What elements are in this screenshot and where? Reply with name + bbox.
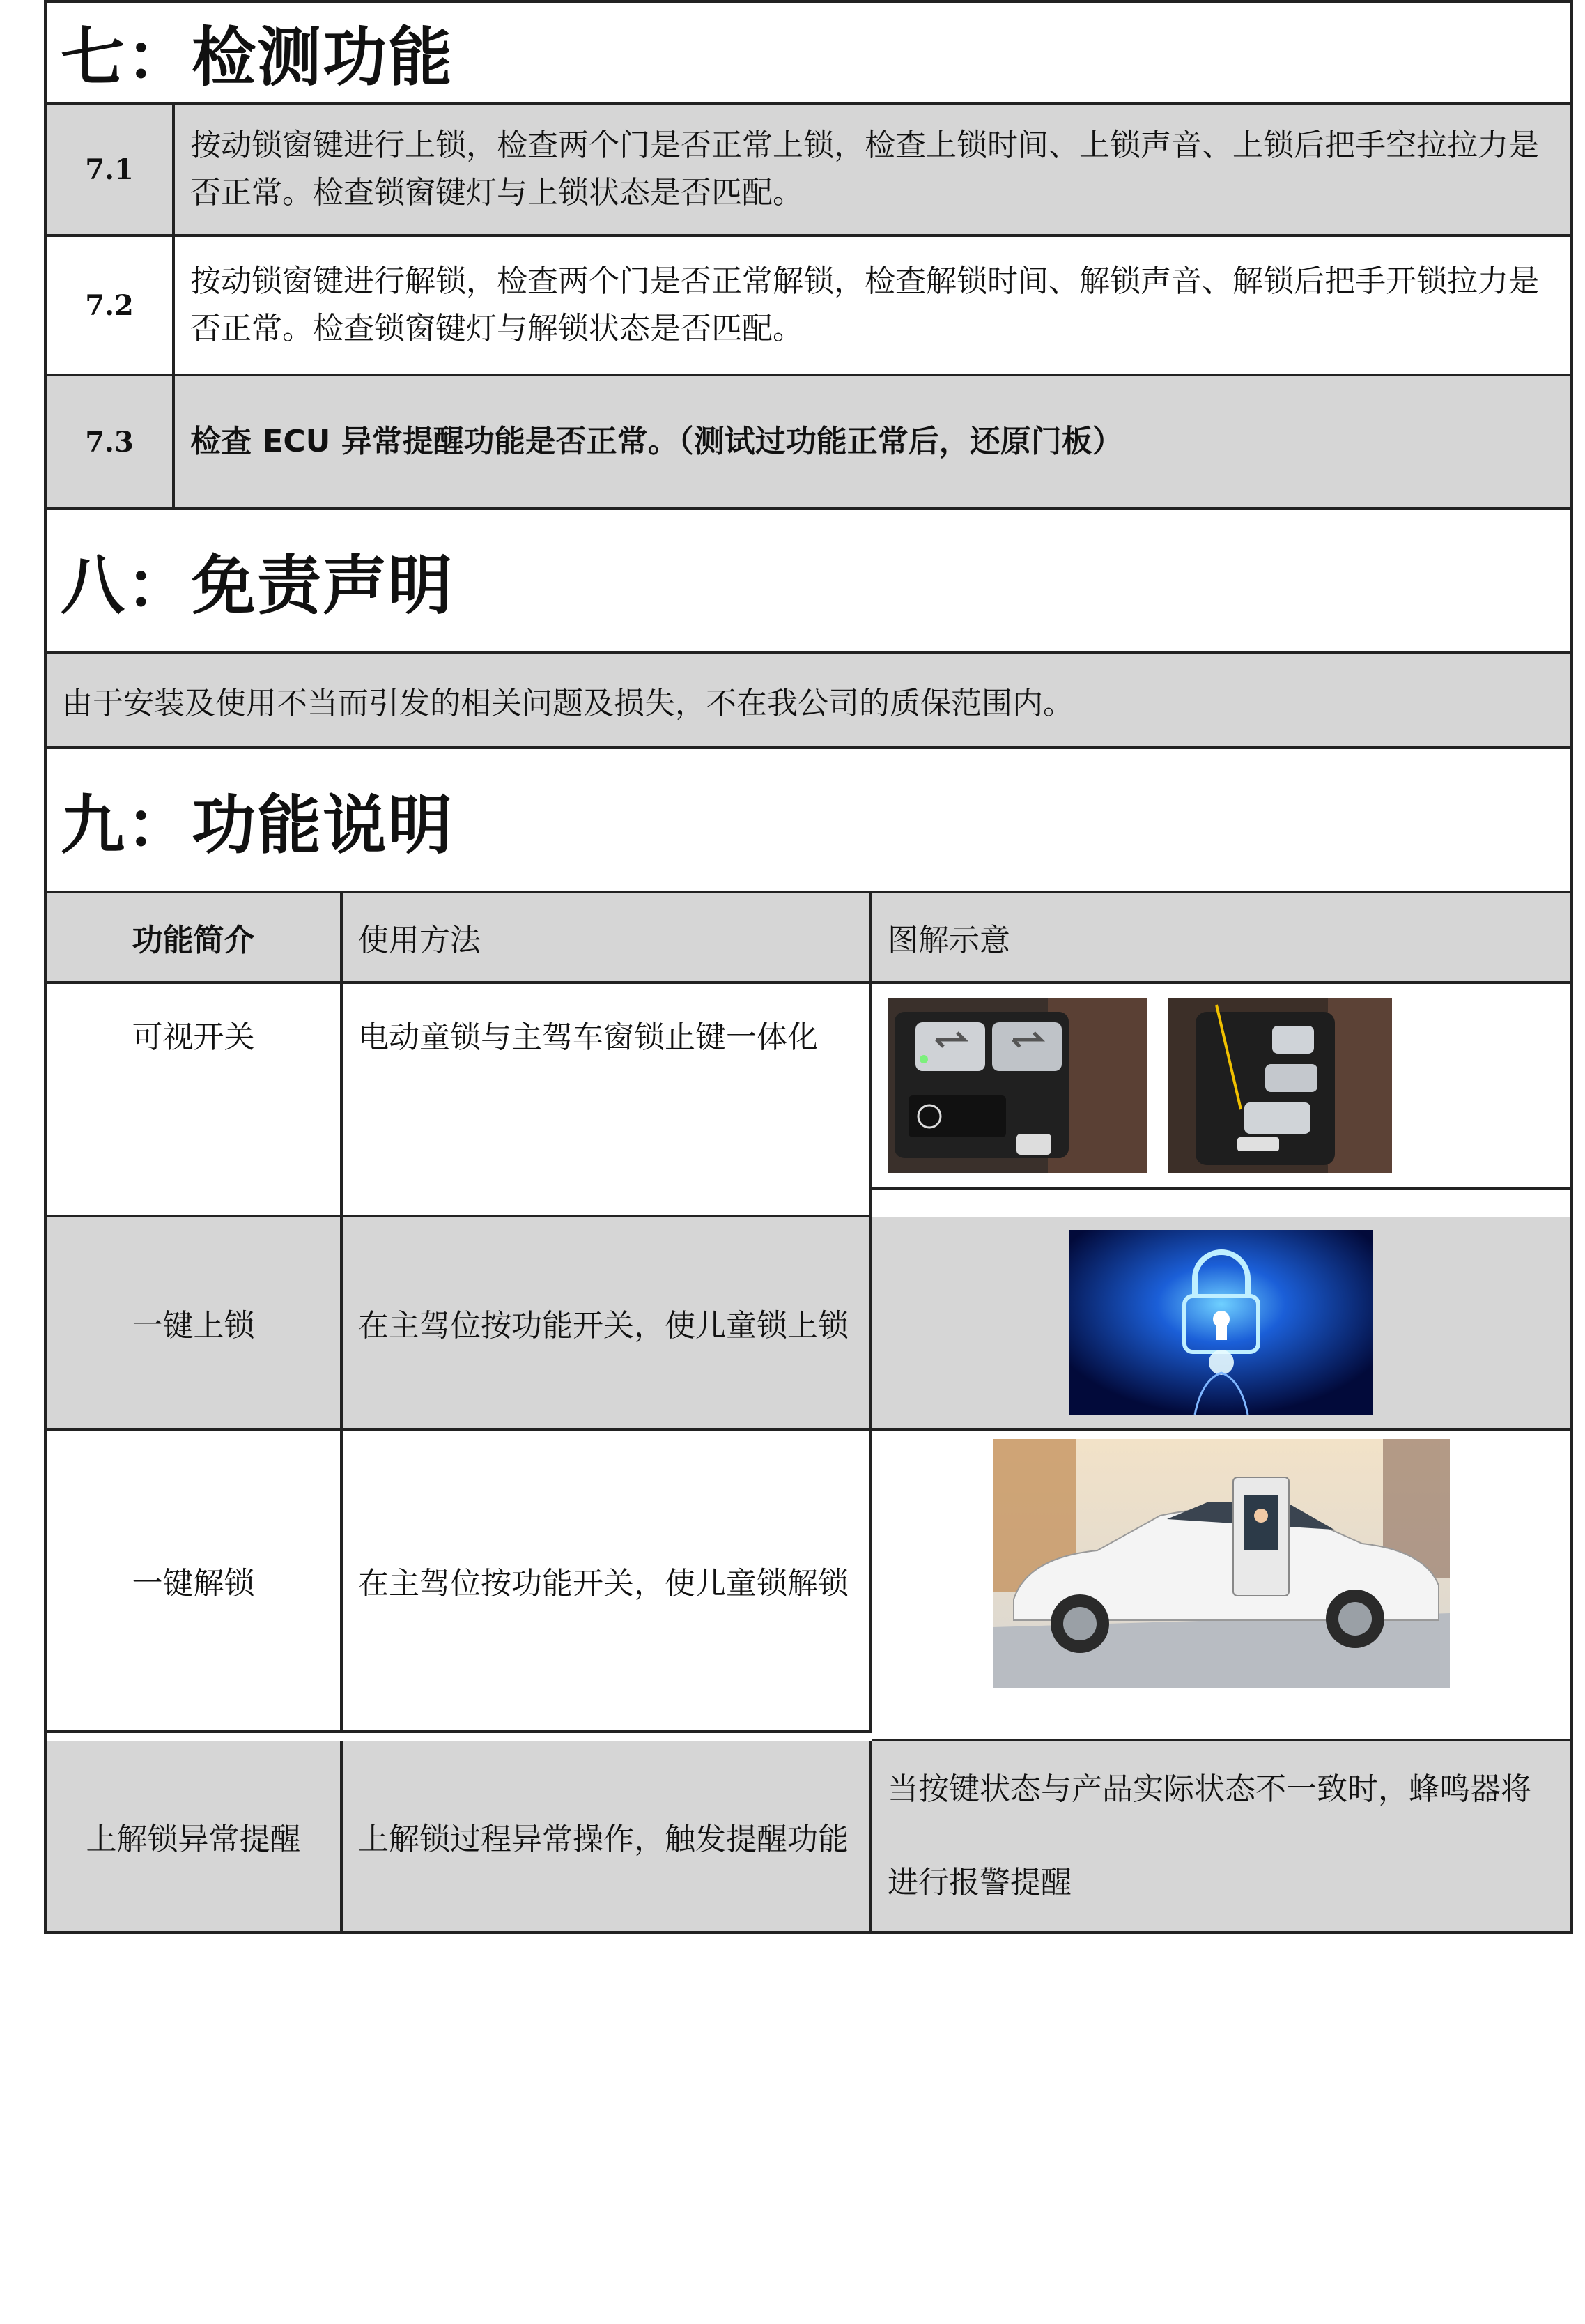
method-text: 上解锁过程异常操作，触发提醒功能 [343, 1741, 872, 1934]
illustration-car [872, 1431, 1570, 1741]
check-number: 7.2 [47, 237, 175, 374]
header-illustration: 图解示意 [872, 893, 1570, 984]
illustration-switch-photos [872, 984, 1570, 1190]
check-number: 7.1 [47, 105, 175, 234]
feature-abnormal-alert: 上解锁异常提醒 [47, 1741, 343, 1934]
header-method: 使用方法 [343, 893, 872, 984]
header-feature: 功能简介 [47, 893, 343, 984]
function-table [47, 893, 1570, 1934]
method-text: 在主驾位按功能开关，使儿童锁上锁 [343, 1217, 872, 1431]
check-text: 检查 ECU 异常提醒功能是否正常。（测试过功能正常后，还原门板） [190, 424, 1123, 459]
check-text: 按动锁窗键进行上锁，检查两个门是否正常上锁，检查上锁时间、上锁声音、上锁后把手空拉拉力是否正常。检查锁窗键灯与上锁状态是否匹配。 [190, 128, 1539, 210]
illustration-lock [872, 1217, 1570, 1431]
section-7-title: 七：检测功能 [47, 0, 1570, 105]
feature-visible-switch: 可视开关 [47, 984, 343, 1217]
alert-description: 当按键状态与产品实际状态不一致时，蜂鸣器将进行报警提醒 [872, 1741, 1570, 1934]
check-row-7-1 [47, 105, 1570, 237]
section-9-title: 九：功能说明 [47, 749, 1570, 893]
check-row-7-2 [47, 237, 1570, 376]
method-text: 电动童锁与主驾车窗锁止键一体化 [343, 984, 872, 1217]
check-text: 按动锁窗键进行解锁，检查两个门是否正常解锁，检查解锁时间、解锁声音、解锁后把手开锁拉力是否正常。检查锁窗键灯与解锁状态是否匹配。 [190, 263, 1539, 346]
feature-one-key-unlock: 一键解锁 [47, 1431, 343, 1733]
door-switch-photo-2 [1168, 998, 1392, 1173]
disclaimer-text: 由于安装及使用不当而引发的相关问题及损失，不在我公司的质保范围内。 [47, 654, 1570, 749]
section-8-title: 八：免责声明 [47, 510, 1570, 654]
feature-one-key-lock: 一键上锁 [47, 1217, 343, 1431]
document-frame [44, 0, 1573, 1934]
car-open-door-image [993, 1439, 1450, 1688]
door-switch-photo-1 [888, 998, 1147, 1173]
check-number: 7.3 [47, 376, 175, 507]
digital-lock-image [1069, 1230, 1373, 1415]
method-text: 在主驾位按功能开关，使儿童锁解锁 [343, 1431, 872, 1733]
check-row-7-3 [47, 376, 1570, 510]
